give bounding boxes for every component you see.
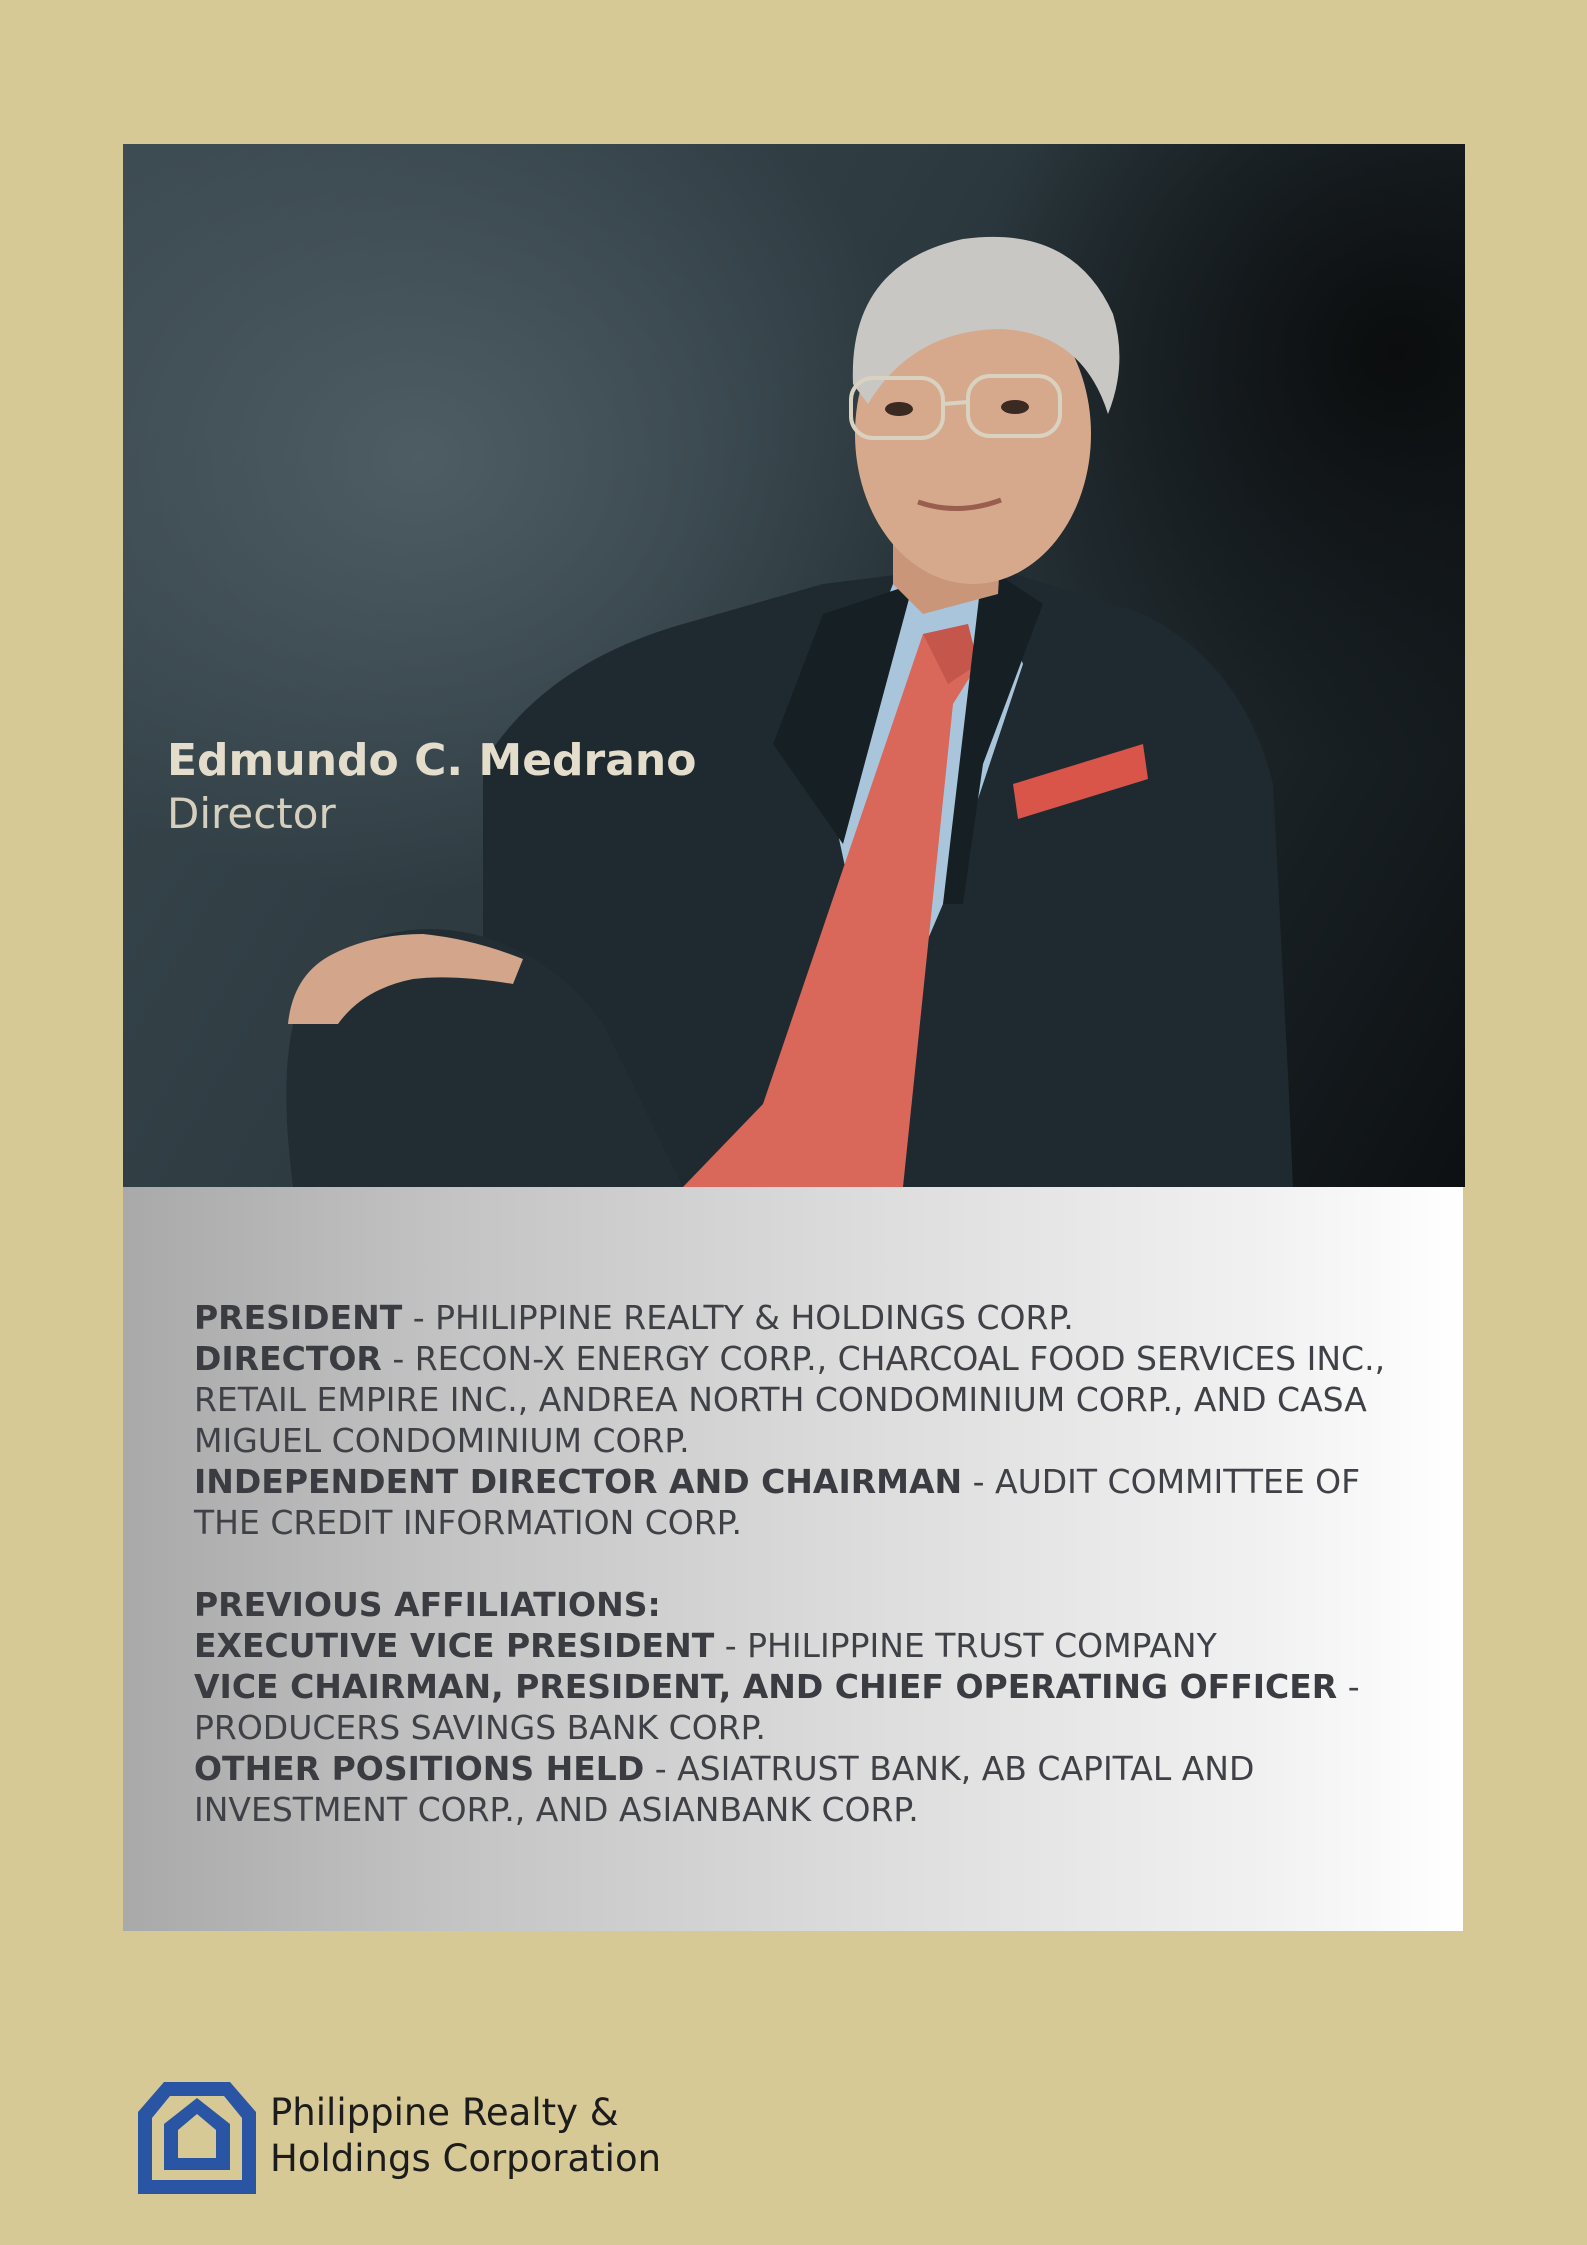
bio-entry-title: EXECUTIVE VICE PRESIDENT bbox=[194, 1626, 715, 1665]
bio-entry-detail: - PHILIPPINE TRUST COMPANY bbox=[714, 1626, 1217, 1665]
bio-entry-detail: - PRODUCERS SAVINGS BANK CORP. bbox=[194, 1667, 1360, 1747]
previous-heading-text: PREVIOUS AFFILIATIONS: bbox=[194, 1585, 661, 1624]
bio-entry bbox=[194, 1461, 1424, 1543]
bio-entry-detail: - AUDIT COMMITTEE OF THE CREDIT INFORMATION CORP. bbox=[194, 1462, 1361, 1542]
company-name bbox=[270, 2090, 661, 2182]
bio-panel bbox=[123, 1187, 1463, 1931]
bio-entry-detail: - PHILIPPINE REALTY & HOLDINGS CORP. bbox=[402, 1298, 1074, 1337]
bio-entry-detail: - RECON-X ENERGY CORP., CHARCOAL FOOD SERVICES INC., RETAIL EMPIRE INC., ANDREA NORTH CONDOMINIUM CORP., AND CASA MIGUEL CONDOMINIUM CORP. bbox=[194, 1339, 1386, 1460]
name-block bbox=[167, 734, 696, 840]
bio-entry bbox=[194, 1625, 1424, 1666]
company-name-line1: Philippine Realty & bbox=[270, 2091, 619, 2134]
section-gap bbox=[194, 1543, 1424, 1584]
bio-text bbox=[194, 1297, 1424, 1830]
company-name-line2: Holdings Corporation bbox=[270, 2137, 662, 2180]
bio-entry bbox=[194, 1666, 1424, 1748]
bio-entry-title: DIRECTOR bbox=[194, 1339, 382, 1378]
portrait-photo bbox=[123, 144, 1465, 1187]
previous-heading bbox=[194, 1584, 1424, 1625]
person-name: Edmundo C. Medrano bbox=[167, 735, 697, 786]
bio-entry bbox=[194, 1297, 1424, 1338]
bio-entry-title: INDEPENDENT DIRECTOR AND CHAIRMAN bbox=[194, 1462, 963, 1501]
person-role: Director bbox=[167, 789, 336, 838]
bio-entry bbox=[194, 1748, 1424, 1830]
house-logo-icon bbox=[138, 2082, 256, 2194]
bio-entry-title: VICE CHAIRMAN, PRESIDENT, AND CHIEF OPERATING OFFICER bbox=[194, 1667, 1338, 1706]
bio-entry-detail: - ASIATRUST BANK, AB CAPITAL AND INVESTMENT CORP., AND ASIANBANK CORP. bbox=[194, 1749, 1255, 1829]
bio-entry-title: PRESIDENT bbox=[194, 1298, 403, 1337]
portrait-illustration bbox=[123, 144, 1465, 1187]
bio-entry-title: OTHER POSITIONS HELD bbox=[194, 1749, 645, 1788]
bio-entry bbox=[194, 1338, 1424, 1461]
